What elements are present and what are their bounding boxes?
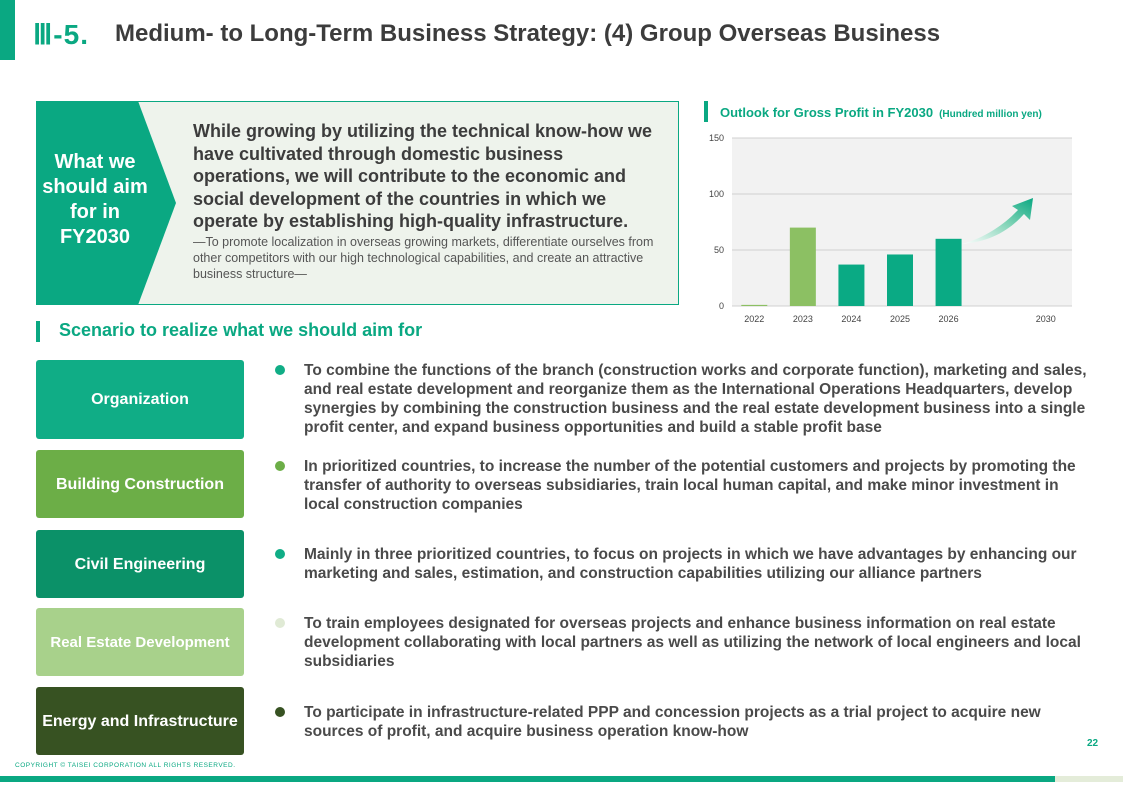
x-tick-label: 2030 bbox=[1035, 314, 1056, 324]
desc-civil-engineering: Mainly in three prioritized countries, to focus on projects in which we have advantages by enhancing our marketing and sales, estimation, and construction capabilities utilizing our alliance partners bbox=[304, 546, 1077, 582]
bullet-real-estate-development bbox=[275, 618, 285, 628]
bullet-civil-engineering bbox=[275, 549, 285, 559]
scenario-title: Scenario to realize what we should aim for bbox=[59, 320, 423, 340]
footer-bar-light bbox=[1055, 776, 1123, 782]
bullet-building-construction bbox=[275, 461, 285, 471]
x-tick-label: 2024 bbox=[841, 314, 862, 324]
header-accent-bar bbox=[0, 0, 15, 60]
desc-organization: To combine the functions of the branch (construction works and corporate function), marketing and sales, and real estate development and reorganize them as the International Operations Headquarters, develop synergies by combining the construction business and the real estate development business into a single profit center, and expand business opportunities and build a stable profit base bbox=[304, 362, 1087, 436]
x-tick-label: 2023 bbox=[792, 314, 813, 324]
category-real-estate-development: Real Estate Development bbox=[36, 608, 244, 676]
aim-subtext: —To promote localization in overseas growing markets, differentiate ourselves from other competitors with our high technological capabilities, and create an attractive business structure— bbox=[193, 235, 654, 281]
bullet-energy-infrastructure bbox=[275, 707, 285, 717]
y-tick-label: 50 bbox=[713, 245, 724, 255]
desc-building-construction: In prioritized countries, to increase the number of the potential customers and projects by promoting the transfer of authority to overseas subsidiaries, train local human capital, and make minor investment in local construction companies bbox=[304, 458, 1076, 513]
bar-2026 bbox=[936, 239, 962, 306]
section-number: Ⅲ-5. bbox=[33, 19, 89, 50]
y-tick-label: 0 bbox=[718, 301, 724, 311]
category-energy-infrastructure: Energy and Infrastructure bbox=[36, 687, 244, 755]
bar-2024 bbox=[838, 265, 864, 306]
footer-bar bbox=[0, 776, 1055, 782]
bar-2023 bbox=[790, 228, 816, 306]
chart-title bbox=[720, 105, 1042, 120]
aim-label: What we should aim for in FY2030 bbox=[42, 151, 148, 248]
copyright: COPYRIGHT © TAISEI CORPORATION ALL RIGHTS RESERVED. bbox=[15, 762, 236, 769]
x-tick-label: 2026 bbox=[938, 314, 959, 324]
desc-energy-infrastructure: To participate in infrastructure-related PPP and concession projects as a trial project to acquire new sources of profit, and acquire business operation know-how bbox=[304, 704, 1041, 740]
desc-real-estate-development: To train employees designated for overseas projects and enhance business information on real estate development collaborating with local partners as well as utilizing the network of local engineers and local subsidiaries bbox=[304, 615, 1081, 670]
bar-2022 bbox=[741, 305, 767, 306]
category-civil-engineering: Civil Engineering bbox=[36, 530, 244, 598]
page-number: 22 bbox=[1087, 738, 1099, 749]
y-tick-label: 150 bbox=[708, 133, 724, 143]
x-tick-label: 2022 bbox=[744, 314, 765, 324]
chart-unit: (Hundred million yen) bbox=[939, 109, 1042, 120]
chart-title-text: Outlook for Gross Profit in FY2030 bbox=[720, 105, 934, 120]
y-tick-label: 100 bbox=[708, 189, 724, 199]
bar-2025 bbox=[887, 254, 913, 306]
bullet-organization bbox=[275, 365, 285, 375]
category-organization: Organization bbox=[36, 360, 244, 439]
scenario-title-accent bbox=[36, 321, 40, 342]
gross-profit-chart bbox=[700, 130, 1085, 330]
page-title: Medium- to Long-Term Business Strategy: (4) Group Overseas Business bbox=[115, 20, 941, 47]
aim-headline: While growing by utilizing the technical know-how we have cultivated through domestic business operations, we will contribute to the economic and social development of the countries in which we operate by establishing high-quality infrastructure. bbox=[193, 121, 653, 231]
chart-title-accent bbox=[704, 101, 708, 122]
category-building-construction: Building Construction bbox=[36, 450, 244, 518]
x-tick-label: 2025 bbox=[889, 314, 911, 324]
